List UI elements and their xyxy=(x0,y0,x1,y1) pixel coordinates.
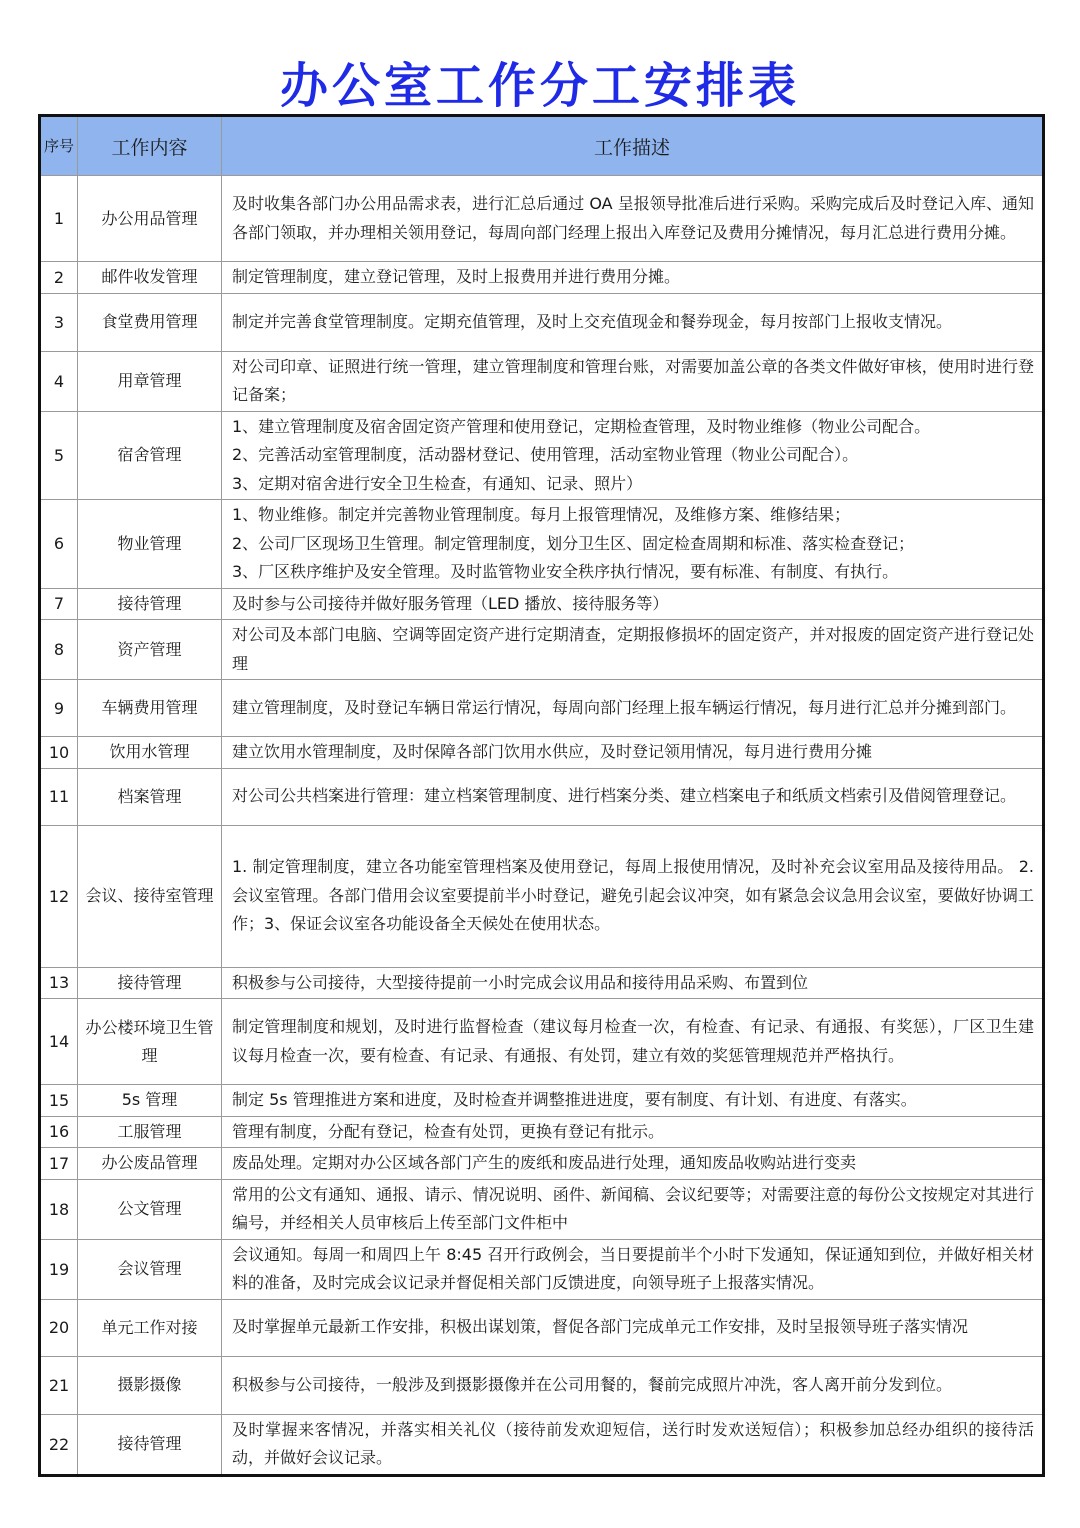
header-num: 序号 xyxy=(40,116,78,176)
row-number: 16 xyxy=(40,1116,78,1148)
description-line: 会议通知。每周一和周四上午 8:45 召开行政例会，当日要提前半个小时下发通知，保证通知到位，并做好相关材料的准备，及时完成会议记录并督促相关部门反馈进度，向领导班子上报落实情况。 xyxy=(232,1244,1034,1292)
row-number: 12 xyxy=(40,825,78,967)
header-content: 工作内容 xyxy=(78,116,222,176)
work-content: 接待管理 xyxy=(78,967,222,999)
work-content: 接待管理 xyxy=(78,588,222,620)
work-description xyxy=(222,1116,1044,1148)
work-content: 办公用品管理 xyxy=(78,176,222,262)
description-line: 制定 5s 管理推进方案和进度，及时检查并调整推进进度，要有制度、有计划、有进度、有落实。 xyxy=(232,1090,917,1109)
description-line: 常用的公文有通知、通报、请示、情况说明、函件、新闻稿、会议纪要等；对需要注意的每份公文按规定对其进行编号，并经相关人员审核后上传至部门文件柜中 xyxy=(232,1184,1034,1232)
work-content: 食堂费用管理 xyxy=(78,293,222,351)
row-number: 22 xyxy=(40,1414,78,1475)
table-row xyxy=(40,293,1044,351)
description-line: 3、厂区秩序维护及安全管理。及时监管物业安全秩序执行情况，要有标准、有制度、有执行。 xyxy=(232,562,899,581)
work-content: 公文管理 xyxy=(78,1179,222,1239)
row-number: 1 xyxy=(40,176,78,262)
work-content: 档案管理 xyxy=(78,768,222,825)
table-row xyxy=(40,1239,1044,1299)
row-number: 10 xyxy=(40,737,78,769)
table-row xyxy=(40,1148,1044,1180)
description-line: 及时收集各部门办公用品需求表，进行汇总后通过 OA 呈报领导批准后进行采购。采购完成后及时登记入库、通知各部门领取，并办理相关领用登记，每周向部门经理上报出入库登记及费用分摊情况，每月汇总进行费用分摊。 xyxy=(232,194,1034,242)
work-content: 摄影摄像 xyxy=(78,1356,222,1414)
table-row xyxy=(40,999,1044,1085)
work-content: 接待管理 xyxy=(78,1414,222,1475)
description-line: 制定管理制度和规划，及时进行监督检查（建议每月检查一次，有检查、有记录、有通报、有奖惩），厂区卫生建议每月检查一次，要有检查、有记录、有通报、有处罚，建立有效的奖惩管理规范并严格执行。 xyxy=(232,1017,1034,1065)
work-content: 资产管理 xyxy=(78,620,222,680)
header-desc: 工作描述 xyxy=(222,116,1044,176)
description-line: 建立管理制度，及时登记车辆日常运行情况，每周向部门经理上报车辆运行情况，每月进行汇总并分摊到部门。 xyxy=(232,697,1017,717)
table-row xyxy=(40,680,1044,737)
work-description xyxy=(222,1356,1044,1414)
row-number: 11 xyxy=(40,768,78,825)
description-line: 及时掌握单元最新工作安排，积极出谋划策，督促各部门完成单元工作安排，及时呈报领导班子落实情况 xyxy=(232,1317,969,1337)
work-description xyxy=(222,411,1044,500)
description-line: 及时掌握来客情况，并落实相关礼仪（接待前发欢迎短信，送行时发欢送短信）；积极参加总经办组织的接待活动，并做好会议记录。 xyxy=(232,1419,1034,1467)
row-number: 13 xyxy=(40,967,78,999)
row-number: 20 xyxy=(40,1299,78,1356)
work-content: 车辆费用管理 xyxy=(78,680,222,737)
table-row xyxy=(40,1085,1044,1117)
row-number: 7 xyxy=(40,588,78,620)
row-number: 9 xyxy=(40,680,78,737)
description-line: 3、定期对宿舍进行安全卫生检查，有通知、记录、照片） xyxy=(232,473,643,493)
table-row xyxy=(40,1179,1044,1239)
table-row xyxy=(40,768,1044,825)
work-description xyxy=(222,999,1044,1085)
work-content: 工服管理 xyxy=(78,1116,222,1148)
table-row xyxy=(40,825,1044,967)
row-number: 17 xyxy=(40,1148,78,1180)
table-row xyxy=(40,967,1044,999)
row-number: 15 xyxy=(40,1085,78,1117)
table-row xyxy=(40,620,1044,680)
work-content: 5s 管理 xyxy=(78,1085,222,1117)
table-body xyxy=(40,176,1044,1476)
table-row xyxy=(40,411,1044,500)
description-line: 管理有制度，分配有登记，检查有处罚，更换有登记有批示。 xyxy=(232,1121,665,1141)
description-line: 对公司印章、证照进行统一管理，建立管理制度和管理台账，对需要加盖公章的各类文件做好审核，使用时进行登记备案； xyxy=(232,356,1034,404)
work-description xyxy=(222,1179,1044,1239)
work-description xyxy=(222,1299,1044,1356)
work-description xyxy=(222,351,1044,411)
description-line: 对公司公共档案进行管理：建立档案管理制度、进行档案分类、建立档案电子和纸质文档索引及借阅管理登记。 xyxy=(232,786,1017,806)
work-content: 会议、接待室管理 xyxy=(78,825,222,967)
work-description xyxy=(222,967,1044,999)
row-number: 5 xyxy=(40,411,78,500)
page-title: 办公室工作分工安排表 xyxy=(279,58,800,114)
row-number: 6 xyxy=(40,500,78,589)
work-description xyxy=(222,176,1044,262)
table-row xyxy=(40,1116,1044,1148)
description-line: 废品处理。定期对办公区域各部门产生的废纸和废品进行处理，通知废品收购站进行变卖 xyxy=(232,1153,857,1172)
table-row xyxy=(40,500,1044,589)
description-line: 1、建立管理制度及宿舍固定资产管理和使用登记，定期检查管理，及时物业维修（物业公司配合。 xyxy=(232,416,931,436)
work-content: 物业管理 xyxy=(78,500,222,589)
row-number: 21 xyxy=(40,1356,78,1414)
work-description xyxy=(222,620,1044,680)
work-description xyxy=(222,262,1044,294)
row-number: 8 xyxy=(40,620,78,680)
row-number: 4 xyxy=(40,351,78,411)
description-line: 制定管理制度，建立登记管理，及时上报费用并进行费用分摊。 xyxy=(232,267,681,286)
description-line: 1. 制定管理制度，建立各功能室管理档案及使用登记，每周上报使用情况，及时补充会议室用品及接待用品。 2.会议室管理。各部门借用会议室要提前半小时登记，避免引起会议冲突，如有紧急会议急用会议室，要做好协调工作；3、保证会议室各功能设备全天候处在使用状态。 xyxy=(232,857,1034,934)
work-content: 单元工作对接 xyxy=(78,1299,222,1356)
work-description xyxy=(222,1148,1044,1180)
table-row xyxy=(40,588,1044,620)
row-number: 19 xyxy=(40,1239,78,1299)
work-content: 会议管理 xyxy=(78,1239,222,1299)
work-content: 宿舍管理 xyxy=(78,411,222,500)
row-number: 14 xyxy=(40,999,78,1085)
work-description xyxy=(222,737,1044,769)
table-row xyxy=(40,1299,1044,1356)
description-line: 及时参与公司接待并做好服务管理（LED 播放、接待服务等） xyxy=(232,593,669,613)
work-description xyxy=(222,768,1044,825)
work-description xyxy=(222,1239,1044,1299)
work-description xyxy=(222,293,1044,351)
description-line: 2、公司厂区现场卫生管理。制定管理制度，划分卫生区、固定检查周期和标准、落实检查登记； xyxy=(232,533,915,553)
description-line: 制定并完善食堂管理制度。定期充值管理，及时上交充值现金和餐券现金，每月按部门上报收支情况。 xyxy=(232,311,953,331)
work-assignment-table xyxy=(38,114,1045,1477)
work-content: 饮用水管理 xyxy=(78,737,222,769)
description-line: 对公司及本部门电脑、空调等固定资产进行定期清查，定期报修损坏的固定资产，并对报废的固定资产进行登记处理 xyxy=(232,625,1034,673)
work-content: 邮件收发管理 xyxy=(78,262,222,294)
work-description xyxy=(222,1085,1044,1117)
work-content: 用章管理 xyxy=(78,351,222,411)
work-content: 办公楼环境卫生管理 xyxy=(78,999,222,1085)
row-number: 2 xyxy=(40,262,78,294)
description-line: 建立饮用水管理制度，及时保障各部门饮用水供应，及时登记领用情况，每月进行费用分摊 xyxy=(232,742,873,761)
description-line: 1、物业维修。制定并完善物业管理制度。每月上报管理情况，及维修方案、维修结果； xyxy=(232,505,851,524)
row-number: 3 xyxy=(40,293,78,351)
table-row xyxy=(40,737,1044,769)
table-row xyxy=(40,1414,1044,1475)
work-description xyxy=(222,825,1044,967)
description-line: 2、完善活动室管理制度，活动器材登记、使用管理，活动室物业管理（物业公司配合）。 xyxy=(232,445,859,464)
work-description xyxy=(222,588,1044,620)
description-line: 积极参与公司接待，大型接待提前一小时完成会议用品和接待用品采购、布置到位 xyxy=(232,972,809,992)
description-line: 积极参与公司接待，一般涉及到摄影摄像并在公司用餐的，餐前完成照片冲洗，客人离开前分发到位。 xyxy=(232,1374,953,1394)
work-description xyxy=(222,1414,1044,1475)
work-description xyxy=(222,500,1044,589)
table-header-row xyxy=(40,116,1044,176)
table-row xyxy=(40,351,1044,411)
table-row xyxy=(40,176,1044,262)
work-content: 办公废品管理 xyxy=(78,1148,222,1180)
row-number: 18 xyxy=(40,1179,78,1239)
table-row xyxy=(40,1356,1044,1414)
table-row xyxy=(40,262,1044,294)
work-description xyxy=(222,680,1044,737)
